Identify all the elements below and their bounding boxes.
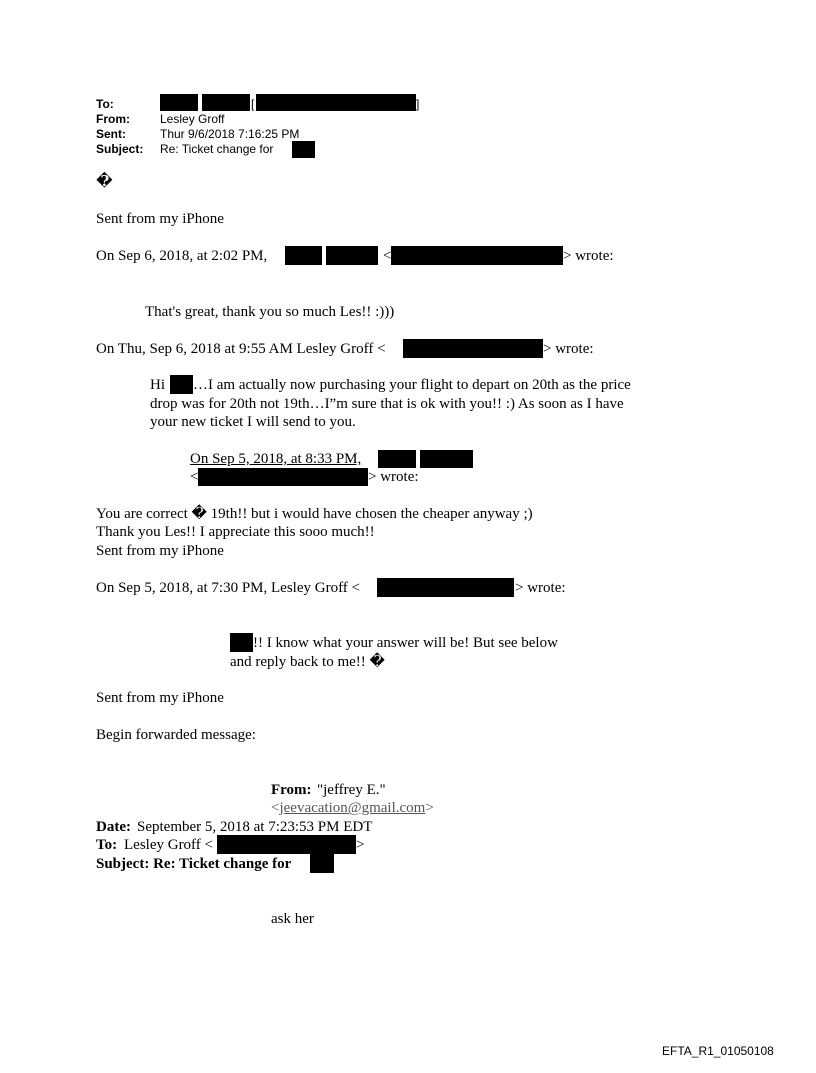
quote3-wrote: > wrote: [368,469,419,485]
fwd-subject: Subject: Re: Ticket change for [96,856,292,872]
subject-label: Subject: [96,142,144,156]
fwd-date-value: September 5, 2018 at 7:23:53 PM EDT [137,819,373,835]
subject-value: Re: Ticket change for [160,142,274,156]
redaction-quote4-email [377,578,514,597]
begin-forwarded: Begin forwarded message: [96,727,256,743]
redaction-quote3-email [198,468,368,486]
sent-from-iphone-3: Sent from my iPhone [96,690,224,706]
quote1-lt: < [383,248,392,264]
quote-header-4: On Sep 5, 2018, at 7:30 PM, Lesley Groff < [96,580,360,596]
redaction-to-first-name [160,94,198,111]
redaction-subject-name [292,141,315,158]
redaction-hi-name [170,375,193,394]
fwd-to-gt: > [356,837,365,853]
para-line-3: your new ticket I will send to you. [150,414,356,430]
fwd-email-gt: > [425,800,434,816]
know-line-2: and reply back to me!! � [230,654,385,670]
to-bracket-close: ] [416,97,420,111]
correct-line: You are correct � 19th!! but i would have chosen the cheaper anyway ;) [96,506,533,522]
fwd-email-link[interactable]: jeevacation@gmail.com [279,800,426,816]
redaction-quote1-last [326,246,378,265]
quote-header-2: On Thu, Sep 6, 2018 at 9:55 AM Lesley Groff < [96,341,386,357]
redaction-quote3-last [420,450,473,468]
know-line-1: !! I know what your answer will be! But see below [253,635,558,651]
to-bracket-open: [ [251,97,255,111]
redaction-to-last-name [202,94,250,111]
quote-header-1: On Sep 6, 2018, at 2:02 PM, [96,248,268,264]
sent-from-iphone-2: Sent from my iPhone [96,543,224,559]
thanks-line: Thank you Les!! I appreciate this sooo much!! [96,524,375,540]
redaction-quote1-first [285,246,322,265]
redaction-to-email [256,94,416,111]
redaction-quote3-first [378,450,416,468]
fwd-date-label: Date: [96,819,131,835]
from-value: Lesley Groff [160,112,225,126]
quote2-wrote: > wrote: [543,341,594,357]
quote4-wrote: > wrote: [515,580,566,596]
replacement-glyph: � [96,174,113,190]
para-line-1: …I am actually now purchasing your flight to depart on 20th as the price [193,377,631,393]
fwd-from-label: From: [271,782,312,798]
from-label: From: [96,112,130,126]
para-hi: Hi [150,377,165,393]
fwd-email-line [271,800,434,817]
redaction-fwd-subject-name [310,854,334,873]
fwd-email-lt: < [271,800,280,816]
redaction-quote2-email [403,339,543,358]
fwd-from-value: "jeffrey E." [317,782,386,798]
para-line-2: drop was for 20th not 19th…I”m sure that is ok with you!! :) As soon as I have [150,396,624,412]
fwd-message-body: ask her [271,911,314,927]
document-id: EFTA_R1_01050108 [662,1044,774,1058]
sent-label: Sent: [96,127,126,141]
quote3-lt: < [190,469,199,485]
quote1-wrote: > wrote: [563,248,614,264]
fwd-to-label: To: [96,837,118,853]
quote-header-3: On Sep 5, 2018, at 8:33 PM, [190,451,362,467]
sent-from-iphone-1: Sent from my iPhone [96,211,224,227]
redaction-fwd-to-email [217,835,356,854]
reply-thank-you: That's great, thank you so much Les!! :))) [145,304,395,320]
fwd-to-value: Lesley Groff < [124,837,213,853]
redaction-quote1-email [391,246,563,265]
redaction-know-name [230,633,253,652]
to-label: To: [96,97,114,111]
sent-value: Thur 9/6/2018 7:16:25 PM [160,127,300,141]
